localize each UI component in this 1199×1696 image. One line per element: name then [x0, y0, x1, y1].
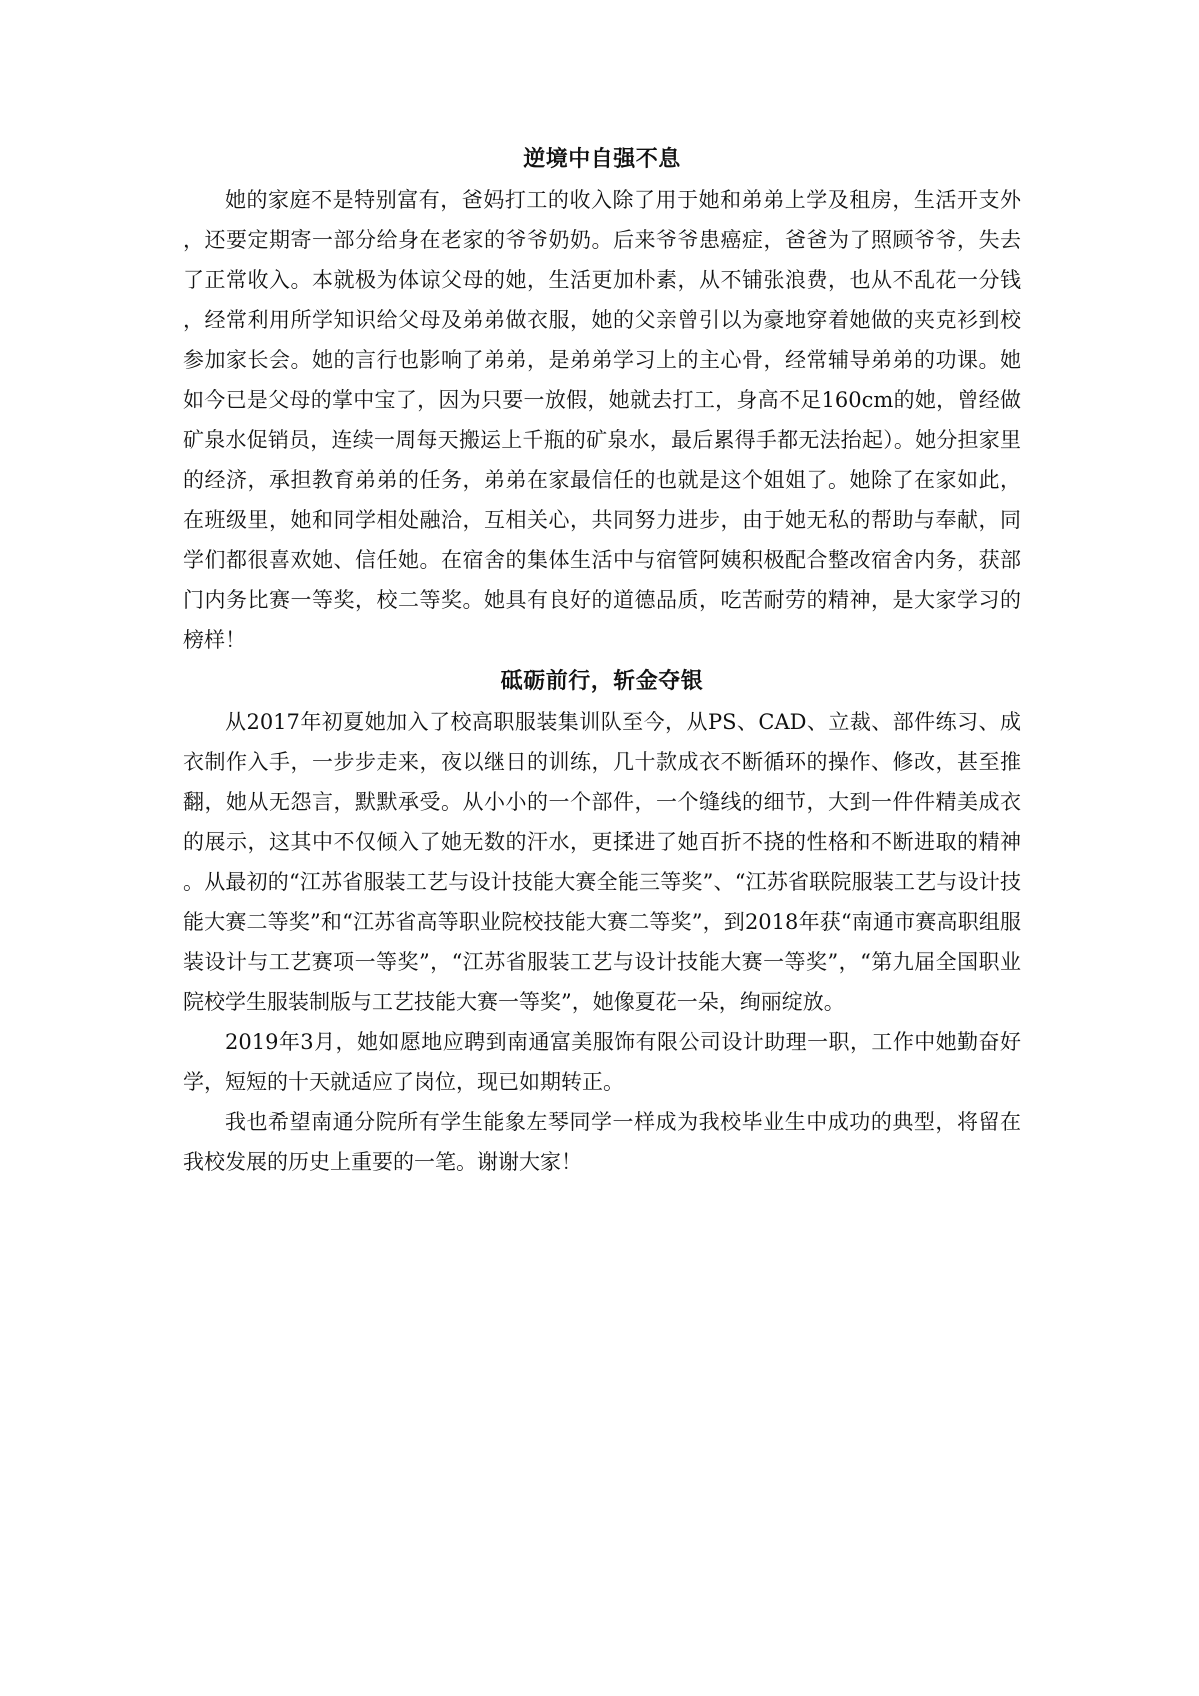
section-heading-adversity: 逆境中自强不息 [523, 147, 681, 172]
paragraph-employment: 2019年3月，她如愿地应聘到南通富美服饰有限公司设计助理一职，工作中她勤奋好学，短短的十天就适应了岗位，现已如期转正。 [183, 1030, 1021, 1094]
paragraph-closing: 我也希望南通分院所有学生能象左琴同学一样成为我校毕业生中成功的典型，将留在我校发展的历史上重要的一笔。谢谢大家！ [183, 1110, 1021, 1174]
document-body [183, 140, 1021, 1182]
section-heading-competitions: 砥砺前行，斩金夺银 [500, 669, 704, 694]
paragraph-family-story: 她的家庭不是特别富有，爸妈打工的收入除了用于她和弟弟上学及租房，生活开支外，还要定期寄一部分给身在老家的爷爷奶奶。后来爷爷患癌症，爸爸为了照顾爷爷，失去了正常收入。本就极为体谅父母的她，生活更加朴素，从不铺张浪费，也从不乱花一分钱，经常利用所学知识给父母及弟弟做衣服，她的父亲曾引以为豪地穿着她做的夹克衫到校参加家长会。她的言行也影响了弟弟，是弟弟学习上的主心骨，经常辅导弟弟的功课。她如今已是父母的掌中宝了，因为只要一放假，她就去打工，身高不足160cm的她，曾经做矿泉水促销员，连续一周每天搬运上千瓶的矿泉水，最后累得手都无法抬起）。她分担家里的经济，承担教育弟弟的任务，弟弟在家最信任的也就是这个姐姐了。她除了在家如此，在班级里，她和同学相处融洽，互相关心，共同努力进步，由于她无私的帮助与奉献，同学们都很喜欢她、信任她。在宿舍的集体生活中与宿管阿姨积极配合整改宿舍内务，获部门内务比赛一等奖，校二等奖。她具有良好的道德品质，吃苦耐劳的精神，是大家学习的榜样！ [183, 188, 1021, 652]
paragraph-training-awards: 从2017年初夏她加入了校高职服装集训队至今，从PS、CAD、立裁、部件练习、成衣制作入手，一步步走来，夜以继日的训练，几十款成衣不断循环的操作、修改，甚至推翻，她从无怨言，默默承受。从小小的一个部件，一个缝线的细节，大到一件件精美成衣的展示，这其中不仅倾入了她无数的汗水，更揉进了她百折不挠的性格和不断进取的精神。从最初的“江苏省服装工艺与设计技能大赛全能三等奖”、“江苏省联院服装工艺与设计技能大赛二等奖”和“江苏省高等职业院校技能大赛二等奖”，到2018年获“南通市赛高职组服装设计与工艺赛项一等奖”，“江苏省服装工艺与设计技能大赛一等奖”，“第九届全国职业院校学生服装制版与工艺技能大赛一等奖”，她像夏花一朵，绚丽绽放。 [183, 710, 1021, 1014]
